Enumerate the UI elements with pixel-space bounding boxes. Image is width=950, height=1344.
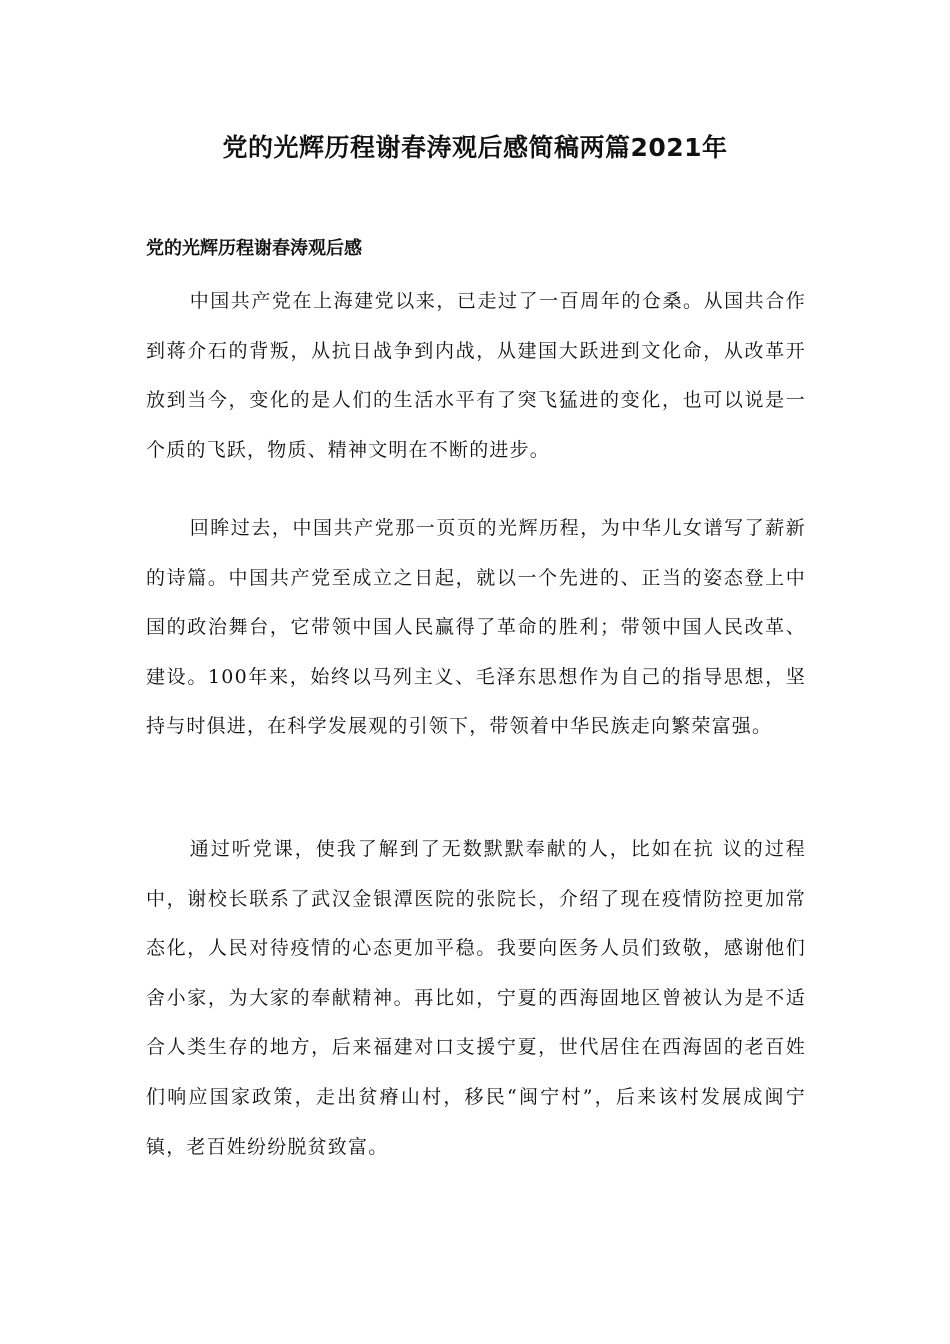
section-heading: 党的光辉历程谢春涛观后感 [146,238,362,259]
paragraph-2: 回眸过去，中国共产党那一页页的光辉历程，为中华儿女谱写了薪新的诗篇。中国共产党至成立之日起，就以一个先进的、正当的姿态登上中国的政治舞台，它带领中国人民赢得了革命的胜利；带领中国人民改革、建设。100年来，始终以马列主义、毛泽东思想作为自己的指导思想，坚持与时俱进，在科学发展观的引领下，带领着中华民族走向繁荣富强。 [146,517,806,738]
document-title: 党的光辉历程谢春涛观后感简稿两篇2021年 [222,133,728,162]
paragraph-3: 通过听党课，使我了解到了无数默默奉献的人，比如在抗 议的过程中，谢校长联系了武汉金银潭医院的张院长，介绍了现在疫情防控更加常态化，人民对待疫情的心态更加平稳。我要向医务人员们致敬，感谢他们舍小家，为大家的奉献精神。再比如，宁夏的西海固地区曾被认为是不适合人类生存的地方，后来福建对口支援宁夏，世代居住在西海固的老百姓们响应国家政策，走出贫瘠山村，移民“闽宁村”，后来该村发展成闽宁镇，老百姓纷纷脱贫致富。 [146,838,806,1158]
paragraph-1: 中国共产党在上海建党以来，已走过了一百周年的仓桑。从国共合作到蒋介石的背叛，从抗日战争到内战，从建国大跃进到文化命，从改革开放到当今，变化的是人们的生活水平有了突飞猛进的变化，也可以说是一个质的飞跃，物质、精神文明在不断的进步。 [146,290,806,461]
